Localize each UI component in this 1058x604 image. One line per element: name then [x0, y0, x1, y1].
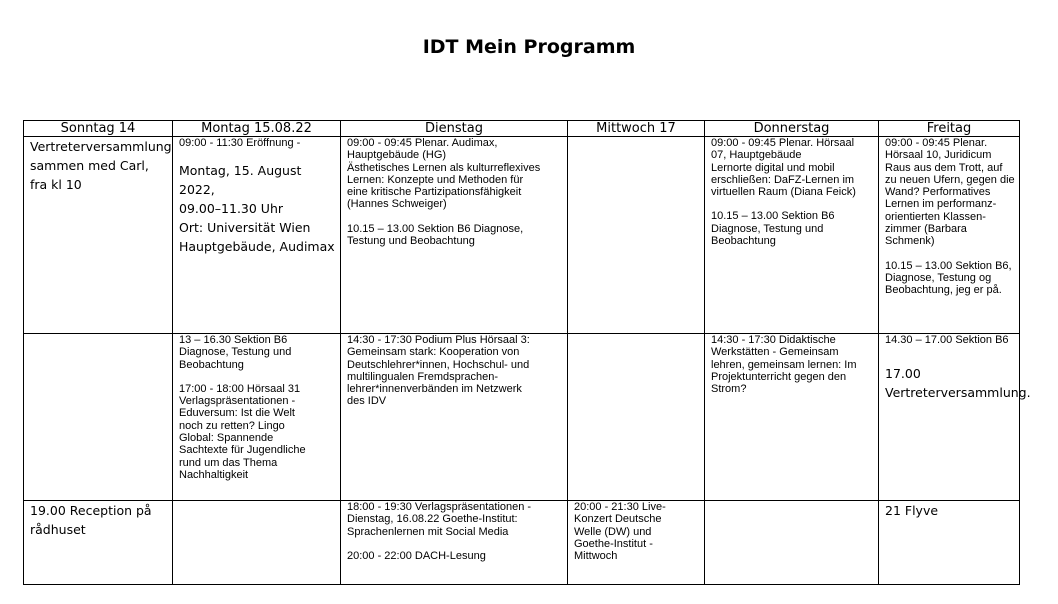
- cell-monday-evening: [173, 501, 341, 585]
- cell-thursday-evening: [705, 501, 879, 585]
- tuesday-evening-verlag: 18:00 - 19:30 Verlagspräsentationen - Dienstag, 16.08.22 Goethe-Institut: Sprachenlernen mit Social Media: [347, 501, 532, 538]
- cell-sunday-morning: [24, 137, 173, 334]
- table-row-afternoon: [24, 334, 1020, 501]
- table-row-morning: [24, 137, 1020, 334]
- sunday-evening-reception: 19.00 Reception på rådhuset: [30, 503, 152, 537]
- friday-morning-sektion: 10.15 – 13.00 Sektion B6, Diagnose, Testung og Beobachtung, jeg er på.: [885, 259, 1012, 297]
- cell-friday-evening: [879, 501, 1020, 585]
- monday-morning-details: Montag, 15. August 2022, 09.00–11.30 Uhr Ort: Universität Wien Hauptgebäude, Audimax: [179, 163, 335, 255]
- header-sunday: Sonntag 14: [24, 121, 173, 137]
- monday-afternoon-sektion: 13 – 16.30 Sektion B6 Diagnose, Testung und Beobachtung: [179, 334, 292, 371]
- cell-wednesday-morning: [568, 137, 705, 334]
- cell-friday-afternoon: [879, 334, 1031, 501]
- friday-afternoon-sektion: 14.30 – 17.00 Sektion B6: [885, 334, 1009, 346]
- cell-sunday-evening: [24, 501, 173, 585]
- thursday-morning-sektion: 10.15 – 13.00 Sektion B6 Diagnose, Testung und Beobachtung: [711, 210, 835, 248]
- friday-evening-flyve: 21 Flyve: [885, 503, 939, 518]
- monday-afternoon-verlag: 17:00 - 18:00 Hörsaal 31 Verlagspräsentationen - Eduversum: Ist die Welt noch zu retten? Lingo Global: Spannende Sachtexte für Jugendliche rund um das Thema Nachhaltigkeit: [179, 382, 306, 481]
- tuesday-afternoon-podium: 14:30 - 17:30 Podium Plus Hörsaal 3: Gemeinsam stark: Kooperation von Deutschlehrer*innen, Hochschul- und multilingualen Fremdsprachen- lehrer*innenverbänden im Netzwerk des IDV: [347, 334, 530, 408]
- cell-monday-afternoon: [173, 334, 341, 501]
- cell-tuesday-afternoon: [341, 334, 568, 501]
- thursday-afternoon-werkstatt: 14:30 - 17:30 Didaktische Werkstätten - Gemeinsam lehren, gemeinsam lernen: Im Projektunterricht gegen den Strom?: [711, 334, 857, 396]
- cell-wednesday-afternoon: [568, 334, 705, 501]
- cell-thursday-morning: [705, 137, 879, 334]
- friday-morning-plenar: 09:00 - 09:45 Plenar. Hörsaal 10, Juridicum Raus aus dem Trott, auf zu neuen Ufern, gegen die Wand? Performatives Lernen im performanz- orientierten Klassen- zimmer (Barbara Schmenk): [885, 137, 1015, 248]
- cell-monday-morning: [173, 137, 341, 334]
- header-tuesday: Dienstag: [341, 121, 568, 137]
- wednesday-evening-konzert: 20:00 - 21:30 Live- Konzert Deutsche Welle (DW) und Goethe-Institut - Mittwoch: [574, 501, 666, 563]
- header-wednesday: Mittwoch 17: [568, 121, 705, 137]
- program-table: [23, 120, 1031, 585]
- tuesday-morning-sektion: 10.15 – 13.00 Sektion B6 Diagnose, Testung und Beobachtung: [347, 222, 524, 248]
- header-monday: Montag 15.08.22: [173, 121, 341, 137]
- cell-tuesday-morning: [341, 137, 568, 334]
- cell-tuesday-evening: [341, 501, 568, 585]
- header-friday: Freitag: [879, 121, 1020, 137]
- header-row: [24, 121, 1020, 137]
- cell-sunday-afternoon: [24, 334, 173, 501]
- monday-morning-time: 09:00 - 11:30 Eröffnung -: [179, 137, 301, 149]
- cell-wednesday-evening: [568, 501, 705, 585]
- cell-thursday-afternoon: [705, 334, 879, 501]
- friday-afternoon-versammlung: 17.00 Vertreterversammlung.: [885, 366, 1031, 401]
- tuesday-morning-plenar: 09:00 - 09:45 Plenar. Audimax, Hauptgebäude (HG) Ästhetisches Lernen als kulturreflexives Lernen: Konzepte und Methoden für eine kritische Partizipationsfähigkeit (Hannes Schweiger): [347, 137, 541, 211]
- tuesday-evening-lesung: 20:00 - 22:00 DACH-Lesung: [347, 549, 486, 562]
- table-row-evening: [24, 501, 1020, 585]
- page-title: IDT Mein Programm: [422, 36, 636, 58]
- sunday-morning-text: Vertreterversammlung sammen med Carl, fra kl 10: [30, 139, 172, 192]
- thursday-morning-plenar: 09:00 - 09:45 Plenar. Hörsaal 07, Hauptgebäude Lernorte digital und mobil erschließen: DaFZ-Lernen im virtuellen Raum (Diana Feick): [711, 137, 856, 199]
- header-thursday: Donnerstag: [705, 121, 879, 137]
- cell-friday-morning: [879, 137, 1020, 334]
